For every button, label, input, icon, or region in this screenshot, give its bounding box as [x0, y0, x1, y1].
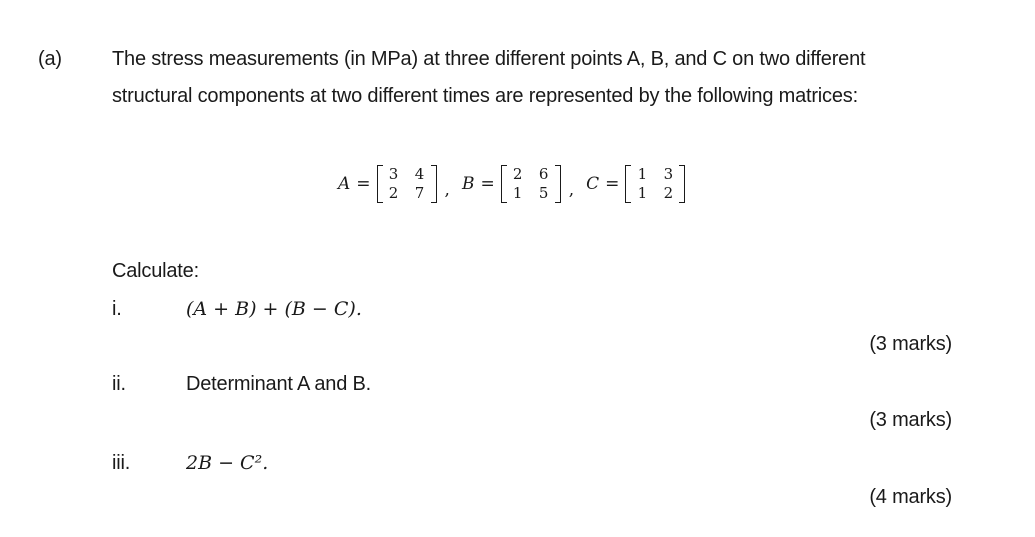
matrix-a-equals: =	[356, 174, 371, 194]
matrix-cell: 2	[663, 184, 674, 202]
part-ii-marks: (3 marks)	[869, 409, 952, 431]
matrix-cell: 3	[663, 165, 674, 183]
matrix-cell: 4	[414, 165, 425, 183]
matrix-cell: 1	[637, 165, 648, 183]
matrix-c-equals: =	[605, 174, 620, 194]
matrix-separator: ,	[444, 180, 450, 200]
matrix-cell: 2	[512, 165, 523, 183]
intro-line-2: structural components at two different times are represented by the following matrices:	[112, 85, 858, 107]
part-iii-marks: (4 marks)	[869, 486, 952, 508]
matrix-b	[462, 165, 586, 203]
part-iii-number: iii.	[112, 452, 131, 474]
matrix-c-body	[625, 165, 685, 203]
matrix-a	[338, 165, 462, 203]
matrix-cell: 5	[538, 184, 549, 202]
matrix-cell: 2	[388, 184, 399, 202]
right-bracket	[679, 165, 685, 203]
right-bracket	[431, 165, 437, 203]
matrix-separator: ,	[568, 180, 575, 200]
matrix-b-body	[501, 165, 561, 203]
matrices-row	[338, 156, 685, 212]
part-iii-expression: 2B − C².	[186, 452, 269, 474]
matrix-a-name: A	[338, 174, 351, 194]
intro-line-1: The stress measurements (in MPa) at three different points A, B, and C on two different	[112, 48, 866, 70]
matrix-cell: 6	[538, 165, 549, 183]
matrix-b-name: B	[461, 174, 475, 194]
part-i-expression: (A + B) + (B − C).	[186, 298, 362, 320]
part-ii-expression: Determinant A and B.	[186, 373, 372, 395]
matrix-cell: 1	[512, 184, 523, 202]
matrix-a-body	[377, 165, 437, 203]
matrix-b-equals: =	[480, 174, 495, 194]
part-ii-number: ii.	[112, 373, 126, 395]
matrix-cell: 7	[414, 184, 425, 202]
part-i-marks: (3 marks)	[869, 333, 952, 355]
right-bracket	[555, 165, 561, 203]
matrix-c-name: C	[586, 174, 600, 194]
calculate-label: Calculate:	[112, 260, 199, 282]
question-label: (a)	[38, 48, 62, 70]
matrix-cell: 1	[637, 184, 648, 202]
part-i-number: i.	[112, 298, 122, 320]
matrix-cell: 3	[388, 165, 399, 183]
matrix-c	[586, 165, 685, 203]
